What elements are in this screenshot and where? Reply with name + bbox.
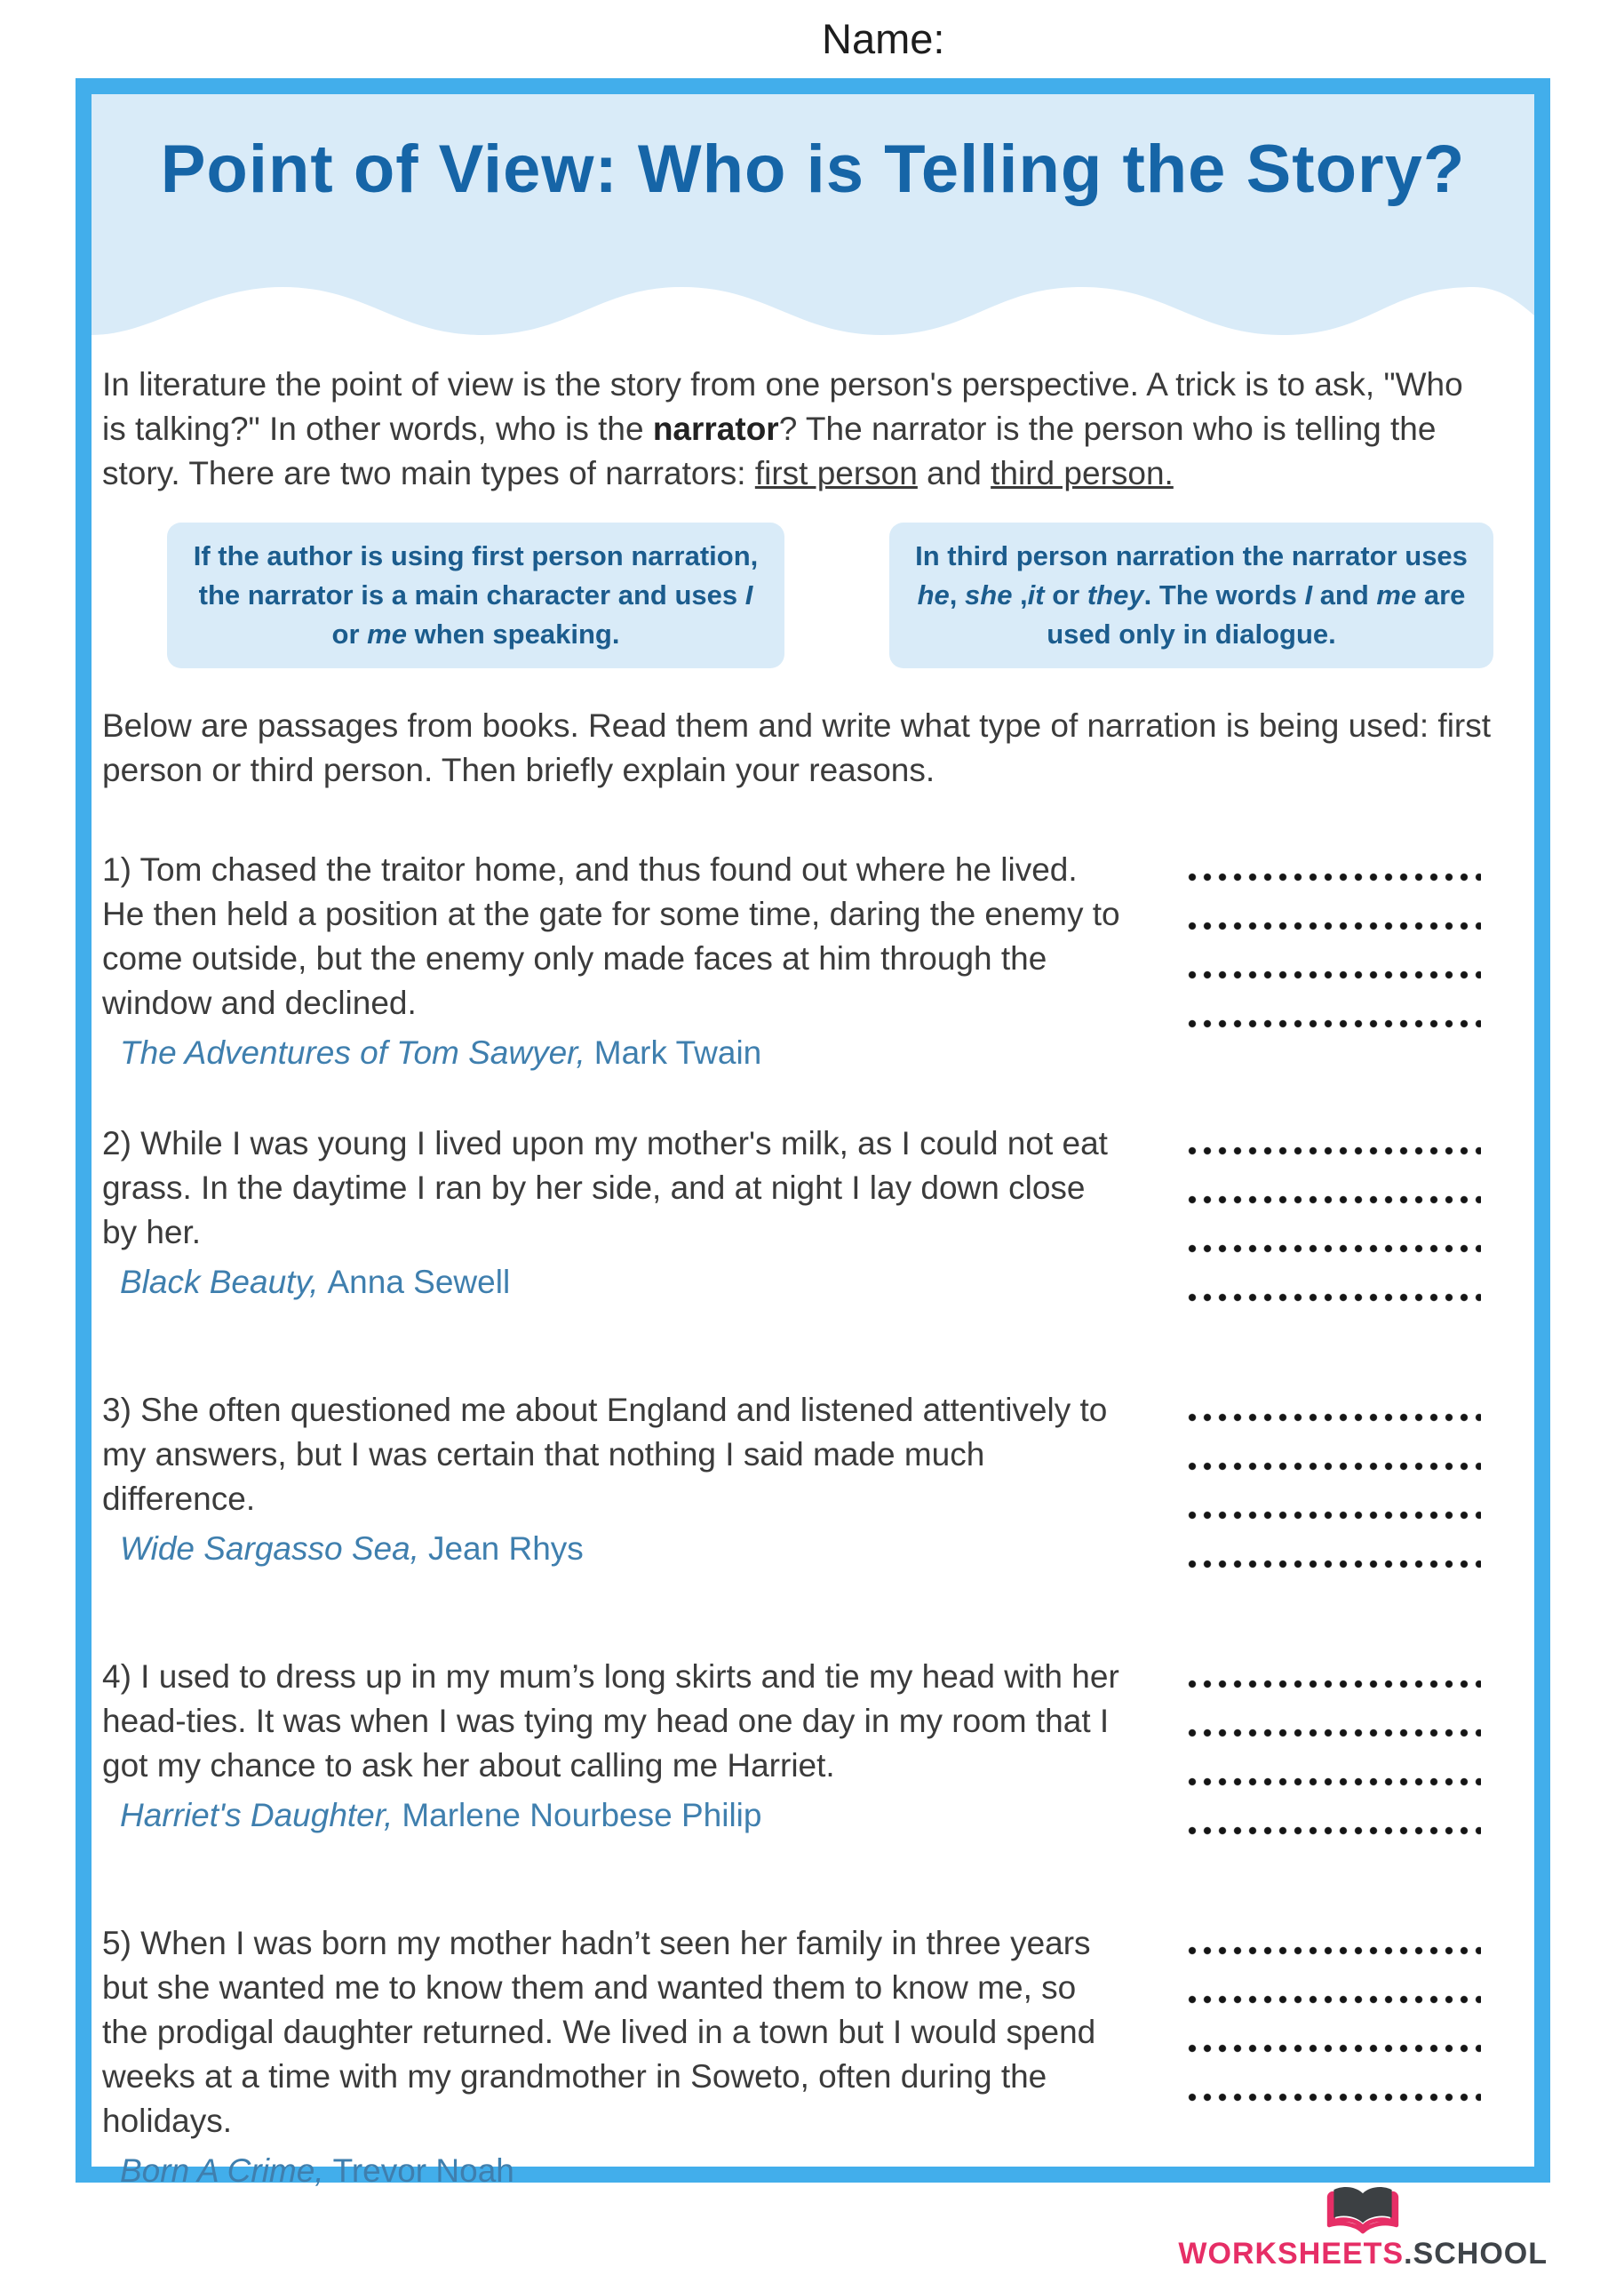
text-segment: first person	[754, 455, 918, 491]
card-body	[92, 363, 1534, 2193]
answer-dotted-lines	[1188, 1655, 1483, 1875]
dotted-answer-line	[1188, 1244, 1481, 1253]
passage-text-column	[102, 1122, 1124, 1342]
dotted-answer-line	[1188, 1995, 1481, 2004]
text-segment: they	[1087, 579, 1144, 611]
dotted-answer-line	[1188, 1777, 1481, 1786]
passage-text: 2) While I was young I lived upon my mother's milk, as I could not eat grass. In the daytime I ran by her side, and at night I lay down close by her.	[102, 1125, 1108, 1250]
dotted-answer-line	[1188, 873, 1481, 882]
page-title: Point of View: Who is Telling the Story?	[160, 132, 1466, 207]
dotted-answer-line	[1188, 2093, 1481, 2102]
dotted-answer-line	[1188, 922, 1481, 930]
passage-text: 5) When I was born my mother hadn’t seen her family in three years but she wanted me to know them and wanted them to know me, so the prodigal daughter returned. We lived in a town but I would spend weeks at a time with my grandmother in Soweto, often during the holidays.	[102, 1925, 1096, 2139]
open-book-icon	[1324, 2183, 1402, 2237]
card-header	[92, 94, 1534, 345]
source-title: The Adventures of Tom Sawyer,	[120, 1034, 585, 1071]
answer-dotted-lines	[1188, 1388, 1483, 1608]
text-segment: If the author is using first person narration, the narrator is a main character and uses	[193, 540, 759, 611]
source-author: Mark Twain	[593, 1034, 762, 1071]
dotted-answer-line	[1188, 2044, 1481, 2053]
text-segment: or	[1044, 579, 1087, 611]
dotted-answer-line	[1188, 1511, 1481, 1520]
passage-item	[102, 1122, 1493, 1342]
source-title: Harriet's Daughter,	[120, 1797, 394, 1833]
dotted-answer-line	[1188, 970, 1481, 979]
dotted-answer-line	[1188, 1019, 1481, 1028]
passage-text-column	[102, 848, 1124, 1075]
text-segment: she	[965, 579, 1013, 611]
source-author: Jean Rhys	[427, 1530, 584, 1567]
worksheet-card	[76, 78, 1550, 2189]
text-segment: and	[1312, 579, 1377, 611]
passage-text-column	[102, 1921, 1124, 2193]
passage-item	[102, 1921, 1493, 2193]
passage-text: 1) Tom chased the traitor home, and thus found out where he lived. He then held a position at the gate for some time, daring the enemy to come outside, but the enemy only made faces at him through the window and declined.	[102, 851, 1120, 1021]
answer-dotted-lines	[1188, 1921, 1483, 2193]
brand-primary: WORKSHEETS	[1178, 2237, 1405, 2271]
dotted-answer-line	[1188, 1462, 1481, 1471]
text-segment: ,	[949, 579, 966, 611]
text-segment: or	[331, 619, 368, 650]
passage-item	[102, 1388, 1493, 1608]
source-author: Trevor Noah	[332, 2152, 514, 2189]
passage-text-column	[102, 1388, 1124, 1608]
source-author: Marlene Nourbese Philip	[402, 1797, 762, 1833]
name-label: Name:	[822, 15, 945, 62]
text-segment: he	[917, 579, 950, 611]
text-segment: it	[1027, 579, 1045, 611]
info-box-first-person	[167, 523, 784, 668]
dotted-answer-line	[1188, 1146, 1481, 1155]
dotted-answer-line	[1188, 1413, 1481, 1422]
text-segment: ? The narrator is the person who is telling the story. There are two main types of narrators:	[102, 411, 1437, 491]
passage-source	[102, 2149, 1124, 2193]
brand-text	[1178, 2237, 1548, 2271]
source-author: Anna Sewell	[327, 1264, 511, 1300]
passage-source	[102, 1031, 1124, 1075]
text-segment: I	[1304, 579, 1313, 611]
passage-item	[102, 848, 1493, 1075]
intro-paragraph	[102, 363, 1493, 496]
text-segment: In third person narration the narrator uses	[915, 540, 1468, 571]
instructions-paragraph: Below are passages from books. Read them and write what type of narration is being used: first person or third person. Then briefly explain your reasons.	[102, 707, 1492, 788]
passage-item	[102, 1655, 1493, 1875]
source-title: Black Beauty,	[120, 1264, 319, 1300]
brand-secondary: .SCHOOL	[1404, 2237, 1548, 2271]
info-boxes-row	[167, 523, 1493, 668]
text-segment: me	[367, 619, 407, 650]
brand-logo	[1178, 2183, 1548, 2271]
text-segment: me	[1376, 579, 1417, 611]
answer-dotted-lines	[1188, 848, 1483, 1075]
answer-dotted-lines	[1188, 1122, 1483, 1342]
passage-text: 3) She often questioned me about England and listened attentively to my answers, but I was certain that nothing I said made much difference.	[102, 1392, 1108, 1517]
text-segment: when speaking.	[406, 619, 620, 650]
text-segment: third person.	[991, 455, 1174, 491]
passage-text-column	[102, 1655, 1124, 1875]
dotted-answer-line	[1188, 1293, 1481, 1302]
wave-decoration	[92, 257, 1534, 346]
text-segment: and	[917, 455, 991, 491]
passage-source	[102, 1260, 1124, 1305]
passages-list	[102, 848, 1493, 2193]
dotted-answer-line	[1188, 1728, 1481, 1737]
source-title: Born A Crime,	[120, 2152, 324, 2189]
text-segment: narrator	[652, 411, 779, 447]
text-segment: I	[744, 579, 753, 611]
passage-source	[102, 1527, 1124, 1571]
text-segment: . The words	[1143, 579, 1305, 611]
dotted-answer-line	[1188, 1680, 1481, 1688]
dotted-answer-line	[1188, 1560, 1481, 1569]
text-segment: are used only in dialogue.	[1047, 579, 1466, 650]
passage-source	[102, 1793, 1124, 1838]
dotted-answer-line	[1188, 1946, 1481, 1955]
dotted-answer-line	[1188, 1195, 1481, 1204]
text-segment: In literature the point of view is the story from one person's perspective. A trick is to ask, "Who is talking?" In other words, who is the	[102, 366, 1463, 447]
info-box-third-person	[889, 523, 1493, 668]
dotted-answer-line	[1188, 1826, 1481, 1835]
passage-text: 4) I used to dress up in my mum’s long skirts and tie my head with her head-ties. It was when I was tying my head one day in my room that I got my chance to ask her about calling me Harriet.	[102, 1658, 1119, 1784]
text-segment: ,	[1012, 579, 1028, 611]
source-title: Wide Sargasso Sea,	[120, 1530, 419, 1567]
